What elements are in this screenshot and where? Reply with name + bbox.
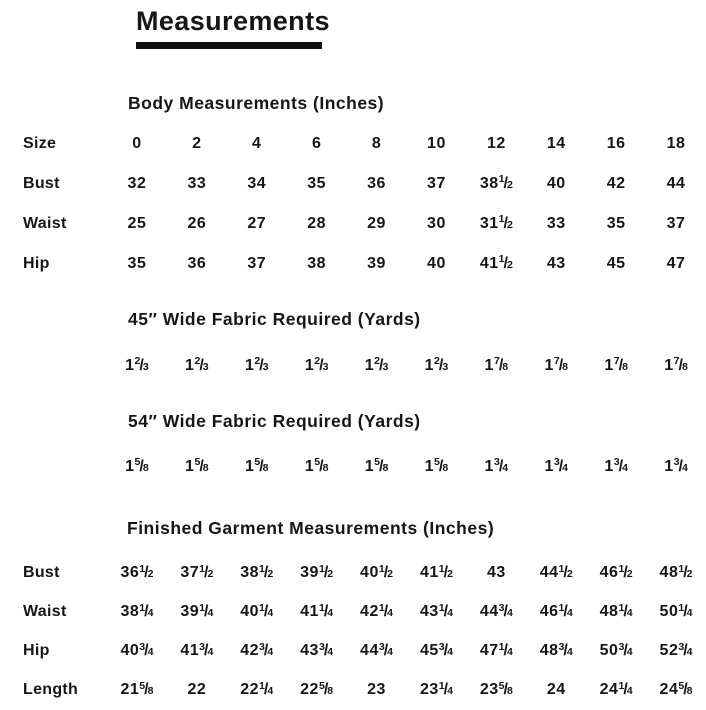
fraction: $^1$/2 bbox=[199, 562, 214, 582]
table-cell: 24 bbox=[546, 681, 566, 699]
fraction: $^5$/8 bbox=[374, 456, 389, 475]
row-label: Hip bbox=[23, 254, 50, 272]
section-heading: 54″ Wide Fabric Required (Yards) bbox=[128, 410, 421, 431]
table-cell: 22 bbox=[187, 681, 207, 699]
row-label: Bust bbox=[23, 564, 60, 582]
measurement-table bbox=[0, 124, 706, 284]
table-cell: 36 $^1$/2 bbox=[120, 562, 154, 582]
row-label: Waist bbox=[23, 603, 67, 621]
table-cell: 45 $^3$/4 bbox=[419, 640, 453, 660]
measurement-table bbox=[0, 346, 706, 386]
fraction: $^1$/2 bbox=[498, 213, 513, 232]
fraction: $^2$/3 bbox=[374, 355, 389, 374]
table-cell: 1 $^3$/4 bbox=[484, 456, 509, 475]
fraction: $^7$/8 bbox=[553, 355, 569, 374]
fraction: $^3$/4 bbox=[318, 640, 334, 660]
table-cell: 16 bbox=[606, 134, 626, 152]
fraction: $^1$/4 bbox=[438, 601, 453, 621]
fraction: $^1$/4 bbox=[438, 679, 453, 699]
fraction: $^3$/4 bbox=[678, 640, 693, 660]
fraction: $^1$/2 bbox=[498, 253, 513, 272]
table-cell: 44 $^3$/4 bbox=[360, 640, 394, 660]
row-label bbox=[0, 346, 107, 386]
table-cell: 38 $^1$/4 bbox=[120, 601, 154, 621]
table-cell: 35 bbox=[127, 254, 147, 272]
table-cell: 25 bbox=[127, 214, 147, 232]
row-label: Bust bbox=[23, 174, 60, 192]
table-cell: 38 bbox=[307, 254, 327, 272]
table-cell: 36 bbox=[367, 174, 386, 192]
table-cell: 29 bbox=[367, 214, 386, 232]
fraction: $^1$/2 bbox=[558, 562, 573, 582]
table-cell: 39 bbox=[367, 254, 386, 272]
table-cell: 14 bbox=[546, 134, 566, 152]
table-cell: 1 $^5$/8 bbox=[125, 456, 149, 475]
measurement-table bbox=[0, 554, 706, 710]
table-cell: 4 bbox=[252, 134, 262, 152]
table-cell: 40 bbox=[427, 254, 446, 272]
table-cell: 46 $^1$/2 bbox=[599, 562, 633, 582]
fraction: $^1$/4 bbox=[678, 601, 693, 621]
table-cell: 33 bbox=[187, 174, 207, 192]
fraction: $^5$/8 bbox=[498, 679, 513, 699]
fraction: $^5$/8 bbox=[318, 679, 334, 699]
table-cell: 33 bbox=[546, 214, 566, 232]
table-cell: 43 $^3$/4 bbox=[300, 640, 334, 660]
table-cell: 37 bbox=[247, 254, 267, 272]
table-cell: 18 bbox=[666, 134, 686, 152]
table-cell: 40 $^1$/2 bbox=[360, 562, 394, 582]
fraction: $^5$/8 bbox=[139, 679, 154, 699]
table-cell: 36 bbox=[187, 254, 207, 272]
fraction: $^1$/4 bbox=[318, 601, 334, 621]
table-cell: 37 bbox=[427, 174, 446, 192]
fraction: $^5$/8 bbox=[434, 456, 449, 475]
row-label: Waist bbox=[23, 214, 67, 232]
table-cell: 47 bbox=[666, 254, 686, 272]
fraction: $^7$/8 bbox=[613, 355, 628, 374]
fraction: $^3$/4 bbox=[378, 640, 394, 660]
table-cell: 0 bbox=[132, 134, 142, 152]
fraction: $^5$/8 bbox=[314, 456, 329, 475]
table-cell: 50 $^3$/4 bbox=[599, 640, 633, 660]
fraction: $^3$/4 bbox=[618, 640, 633, 660]
fraction: $^2$/3 bbox=[314, 355, 329, 374]
table-cell: 32 bbox=[127, 174, 147, 192]
table-cell: 44 $^3$/4 bbox=[479, 601, 513, 621]
table-cell: 21 $^5$/8 bbox=[120, 679, 154, 699]
table-cell: 47 $^1$/4 bbox=[479, 640, 513, 660]
table-cell: 48 $^1$/4 bbox=[599, 601, 633, 621]
table-cell: 27 bbox=[247, 214, 267, 232]
table-cell: 43 $^1$/4 bbox=[419, 601, 453, 621]
row-label: Hip bbox=[23, 642, 50, 660]
table-cell: 1 $^3$/4 bbox=[604, 456, 628, 475]
table-cell: 1 $^7$/8 bbox=[664, 355, 688, 374]
table-cell: 44 bbox=[666, 174, 686, 192]
fraction: $^1$/4 bbox=[259, 679, 274, 699]
table-cell: 1 $^7$/8 bbox=[604, 355, 628, 374]
row-label: Size bbox=[23, 134, 57, 152]
fraction: $^1$/4 bbox=[259, 601, 274, 621]
fraction: $^3$/4 bbox=[673, 456, 688, 475]
table-cell: 48 $^3$/4 bbox=[539, 640, 573, 660]
row-label bbox=[0, 447, 107, 487]
fraction: $^1$/2 bbox=[318, 562, 334, 582]
table-cell: 24 $^1$/4 bbox=[599, 679, 633, 699]
fraction: $^1$/4 bbox=[139, 601, 154, 621]
table-cell: 50 $^1$/4 bbox=[659, 601, 693, 621]
table-cell: 23 bbox=[367, 681, 386, 699]
fraction: $^1$/4 bbox=[618, 601, 633, 621]
table-cell: 38 $^1$/2 bbox=[479, 173, 513, 192]
measurement-section bbox=[0, 518, 706, 710]
table-cell: 31 $^1$/2 bbox=[479, 213, 513, 232]
table-cell: 41 $^1$/2 bbox=[419, 562, 453, 582]
table-cell: 34 bbox=[247, 174, 267, 192]
measurement-section bbox=[0, 93, 706, 284]
table-cell: 42 $^3$/4 bbox=[240, 640, 274, 660]
row-label: Length bbox=[23, 681, 79, 699]
fraction: $^3$/4 bbox=[493, 456, 509, 475]
table-cell: 43 bbox=[486, 564, 506, 582]
table-cell: 37 $^1$/2 bbox=[180, 562, 214, 582]
table-cell: 35 bbox=[307, 174, 327, 192]
table-cell: 1 $^2$/3 bbox=[304, 355, 329, 374]
fraction: $^1$/4 bbox=[498, 640, 513, 660]
table-cell: 38 $^1$/2 bbox=[240, 562, 274, 582]
fraction: $^1$/2 bbox=[259, 562, 274, 582]
table-cell: 35 bbox=[606, 214, 626, 232]
fraction: $^3$/4 bbox=[558, 640, 573, 660]
table-cell: 1 $^5$/8 bbox=[244, 456, 269, 475]
table-cell: 2 bbox=[192, 134, 202, 152]
table-cell: 23 $^5$/8 bbox=[479, 679, 513, 699]
table-cell: 1 $^3$/4 bbox=[664, 456, 688, 475]
section-heading: Finished Garment Measurements (Inches) bbox=[127, 517, 495, 538]
fraction: $^3$/4 bbox=[498, 601, 513, 621]
table-cell: 8 bbox=[371, 134, 382, 152]
fraction: $^3$/4 bbox=[199, 640, 214, 660]
fraction: $^2$/3 bbox=[254, 355, 269, 374]
fraction: $^3$/4 bbox=[553, 456, 569, 475]
table-cell: 10 bbox=[427, 134, 446, 152]
table-cell: 30 bbox=[427, 214, 446, 232]
fraction: $^5$/8 bbox=[194, 456, 209, 475]
table-cell: 37 bbox=[666, 214, 686, 232]
fraction: $^5$/8 bbox=[134, 456, 149, 475]
table-cell: 41 $^1$/4 bbox=[300, 601, 334, 621]
section-heading: Body Measurements (Inches) bbox=[128, 92, 385, 113]
table-cell: 1 $^2$/3 bbox=[364, 355, 389, 374]
table-cell: 39 $^1$/4 bbox=[180, 601, 214, 621]
fraction: $^1$/2 bbox=[438, 562, 453, 582]
table-cell: 44 $^1$/2 bbox=[539, 562, 573, 582]
table-cell: 42 bbox=[606, 174, 626, 192]
table-cell: 42 $^1$/4 bbox=[360, 601, 394, 621]
table-cell: 1 $^7$/8 bbox=[484, 355, 509, 374]
fraction: $^1$/4 bbox=[618, 679, 633, 699]
fraction: $^5$/8 bbox=[678, 679, 693, 699]
fraction: $^7$/8 bbox=[673, 355, 688, 374]
fraction: $^1$/2 bbox=[678, 562, 693, 582]
table-cell: 40 $^3$/4 bbox=[120, 640, 154, 660]
fraction: $^1$/2 bbox=[498, 173, 513, 192]
table-cell: 46 $^1$/4 bbox=[539, 601, 573, 621]
fraction: $^3$/4 bbox=[259, 640, 274, 660]
table-cell: 41 $^3$/4 bbox=[180, 640, 214, 660]
table-cell: 1 $^5$/8 bbox=[185, 456, 209, 475]
fraction: $^2$/3 bbox=[194, 355, 209, 374]
table-cell: 41 $^1$/2 bbox=[479, 253, 513, 272]
table-cell: 1 $^5$/8 bbox=[304, 456, 329, 475]
table-cell: 48 $^1$/2 bbox=[659, 562, 693, 582]
fraction: $^1$/4 bbox=[558, 601, 573, 621]
table-cell: 1 $^5$/8 bbox=[364, 456, 389, 475]
table-cell: 52 $^3$/4 bbox=[659, 640, 693, 660]
table-cell: 1 $^3$/4 bbox=[544, 456, 569, 475]
fraction: $^5$/8 bbox=[254, 456, 269, 475]
table-cell: 39 $^1$/2 bbox=[300, 562, 334, 582]
table-cell: 22 $^1$/4 bbox=[240, 679, 274, 699]
measurement-section bbox=[0, 411, 706, 487]
table-cell: 22 $^5$/8 bbox=[300, 679, 334, 699]
fraction: $^2$/3 bbox=[134, 355, 149, 374]
fraction: $^1$/4 bbox=[199, 601, 214, 621]
table-cell: 23 $^1$/4 bbox=[419, 679, 453, 699]
fraction: $^1$/2 bbox=[378, 562, 394, 582]
table-cell: 26 bbox=[187, 214, 207, 232]
table-cell: 28 bbox=[307, 214, 327, 232]
fraction: $^1$/2 bbox=[139, 562, 154, 582]
table-cell: 12 bbox=[486, 134, 506, 152]
table-cell: 1 $^7$/8 bbox=[544, 355, 569, 374]
table-cell: 40 bbox=[546, 174, 566, 192]
table-cell: 24 $^5$/8 bbox=[659, 679, 693, 699]
fraction: $^1$/2 bbox=[618, 562, 633, 582]
table-cell: 43 bbox=[546, 254, 566, 272]
fraction: $^1$/4 bbox=[378, 601, 394, 621]
table-cell: 1 $^2$/3 bbox=[125, 355, 149, 374]
table-cell: 1 $^2$/3 bbox=[424, 355, 449, 374]
fraction: $^2$/3 bbox=[434, 355, 449, 374]
table-cell: 1 $^2$/3 bbox=[185, 355, 209, 374]
measurement-section bbox=[0, 309, 706, 386]
table-cell: 1 $^2$/3 bbox=[244, 355, 269, 374]
fraction: $^3$/4 bbox=[613, 456, 628, 475]
sheet-header bbox=[0, 7, 706, 49]
sections-container bbox=[0, 93, 706, 710]
fraction: $^3$/4 bbox=[438, 640, 453, 660]
table-cell: 1 $^5$/8 bbox=[424, 456, 449, 475]
section-heading: 45″ Wide Fabric Required (Yards) bbox=[128, 308, 421, 329]
fraction: $^7$/8 bbox=[493, 355, 509, 374]
fraction: $^3$/4 bbox=[139, 640, 154, 660]
page-title: Measurements bbox=[136, 6, 330, 36]
measurement-table bbox=[0, 447, 706, 487]
title-underline bbox=[136, 42, 322, 49]
table-cell: 6 bbox=[311, 134, 322, 152]
table-cell: 40 $^1$/4 bbox=[240, 601, 274, 621]
table-cell: 45 bbox=[606, 254, 626, 272]
